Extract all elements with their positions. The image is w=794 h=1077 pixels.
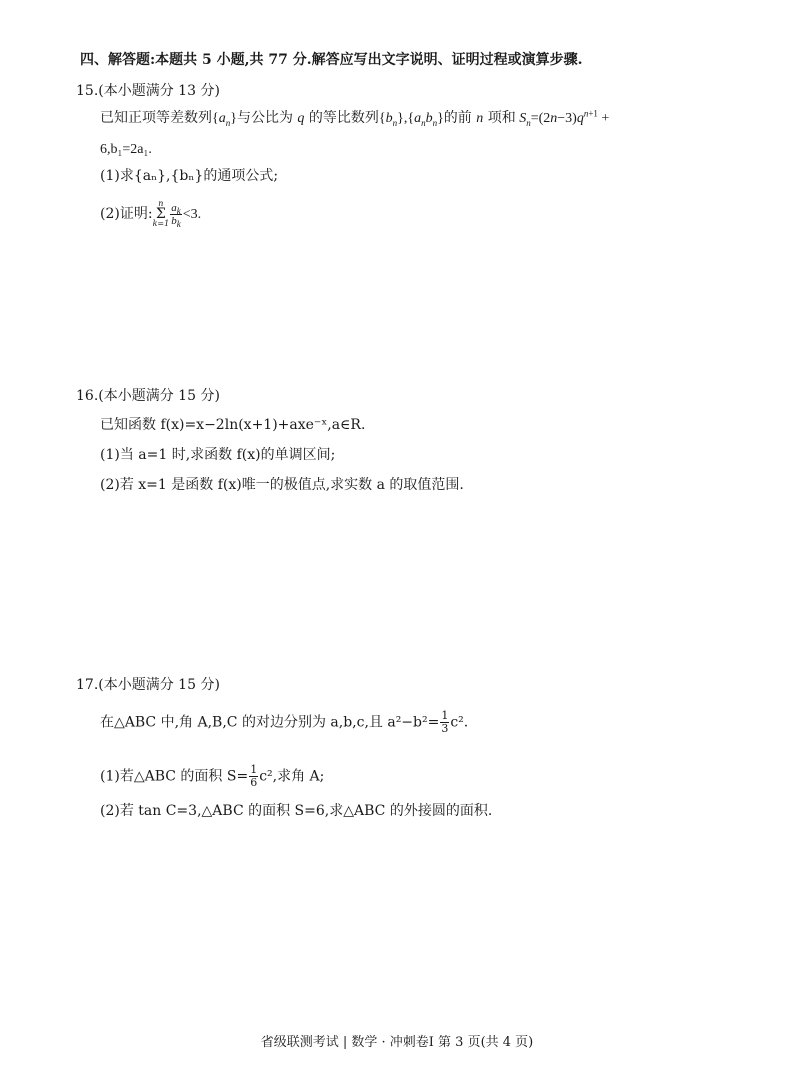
q15-stem-text-c: 的等比数列 <box>308 110 379 126</box>
page-footer: 省级联测考试 | 数学 · 冲刺卷Ⅰ 第 3 页(共 4 页) <box>260 1035 534 1050</box>
q15-stem-text-e: 项和 <box>487 110 516 126</box>
section-heading: 四、解答题:本题共 5 小题,共 77 分.解答应写出文字说明、证明过程或演算步骤. <box>80 52 583 68</box>
q16-score: (本小题满分 15 分) <box>98 388 220 404</box>
q15-part2-tail: <3. <box>182 207 202 222</box>
q15-part2-prefix: (2)证明: <box>100 206 153 222</box>
q15-score: (本小题满分 13 分) <box>98 83 220 99</box>
q15-fraction: $\frac{a_k}{b_k}$ <box>171 201 181 229</box>
q17-number: 17. <box>76 677 99 693</box>
q15-summation-symbol: n Σ k=1 <box>152 199 170 228</box>
q16-part1: (1)当 a=1 时,求函数 f(x)的单调区间; <box>100 447 336 463</box>
q15-var-q: q <box>297 111 305 126</box>
q17-header <box>76 678 220 692</box>
q16-part2: (2)若 x=1 是函数 f(x)唯一的极值点,求实数 a 的取值范围. <box>100 477 464 493</box>
q16-number: 16. <box>76 388 99 404</box>
q17-part1-prefix: (1)若△ABC 的面积 S= <box>100 768 249 785</box>
q17-part1 <box>100 764 324 789</box>
q17-score: (本小题满分 15 分) <box>98 677 220 693</box>
q16-header <box>76 389 220 403</box>
q15-part2 <box>100 200 201 228</box>
q15-var-n: n <box>476 111 484 126</box>
q17-fraction <box>440 710 449 735</box>
q15-header <box>76 84 220 98</box>
q17-stem-suffix: c². <box>450 714 469 731</box>
q15-sum-formula: $S_n=(2n-3)q^{n+1}$ + <box>519 108 610 128</box>
q17-frac-num: 1 <box>441 709 449 722</box>
q17-part1-frac-num: 1 <box>250 763 258 776</box>
q15-part1: (1)求{aₙ},{bₙ}的通项公式; <box>100 168 279 184</box>
q15-stem-text-b: 与公比为 <box>236 110 293 126</box>
q17-stem-prefix: 在△ABC 中,角 A,B,C 的对边分别为 a,b,c,且 a²−b²= <box>100 714 440 731</box>
q15-seq-a: $\{a_n\}$ <box>212 111 237 128</box>
q17-part2: (2)若 tan C=3,△ABC 的面积 S=6,求△ABC 的外接圆的面积. <box>100 803 493 819</box>
q15-seq-b: $\{b_n\},\{a_nb_n\}$ <box>378 111 444 128</box>
q17-part1-suffix: c²,求角 A; <box>259 768 325 785</box>
q17-stem <box>100 710 468 735</box>
q15-stem-line2: 6,b₁=2a₁. <box>100 142 152 157</box>
q17-frac-den: 3 <box>441 722 449 735</box>
q17-part1-frac-den: 6 <box>250 776 258 789</box>
q15-stem-text-a: 已知正项等差数列 <box>100 110 212 126</box>
q15-number: 15. <box>76 83 99 99</box>
q17-part1-fraction <box>249 764 258 789</box>
q16-stem: 已知函数 f(x)=x−2ln(x+1)+axe⁻ˣ,a∈R. <box>100 417 366 433</box>
q15-stem-text-d: 的前 <box>443 110 472 126</box>
q15-stem-line1 <box>100 108 610 128</box>
